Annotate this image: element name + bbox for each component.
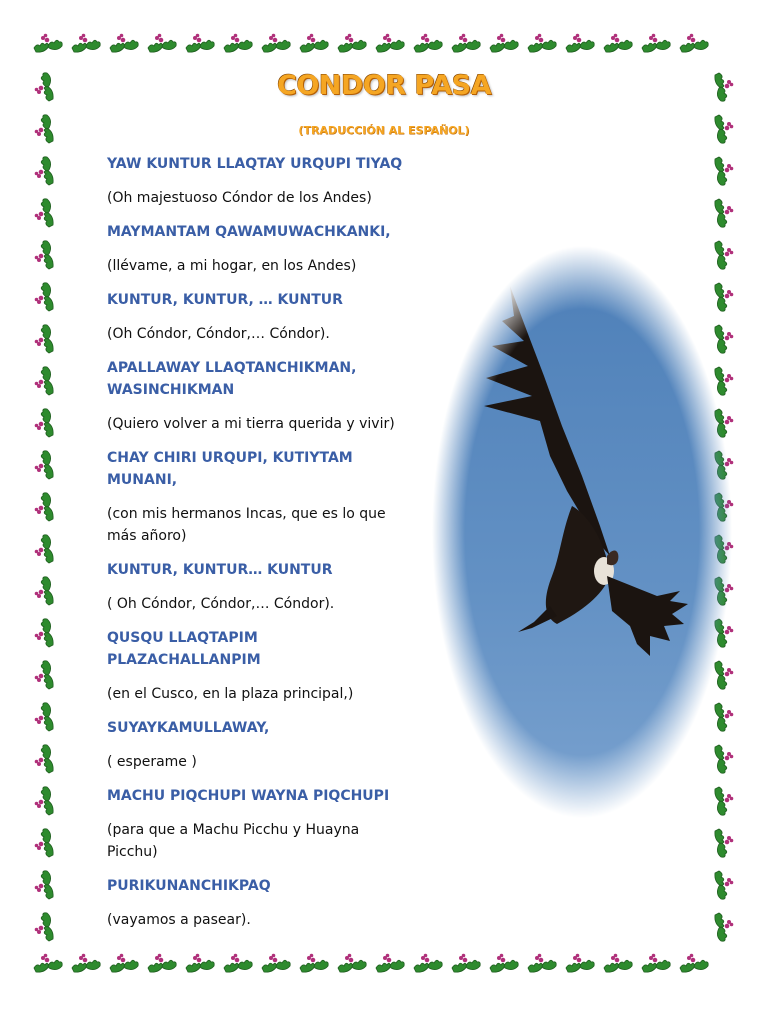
holly-icon <box>33 909 63 945</box>
holly-icon <box>33 279 63 315</box>
holly-icon <box>334 32 370 62</box>
lyric-spanish-line: (Oh majestuoso Cóndor de los Andes) <box>107 190 372 206</box>
lyric-quechua-line: KUNTUR, KUNTUR, … KUNTUR <box>107 292 343 308</box>
holly-icon <box>448 952 484 982</box>
holly-icon <box>106 32 142 62</box>
holly-icon <box>33 489 63 525</box>
holly-icon <box>258 952 294 982</box>
holly-icon <box>30 952 66 982</box>
holly-icon <box>106 952 142 982</box>
condor-photo <box>432 246 732 818</box>
holly-icon <box>30 32 66 62</box>
holly-icon <box>33 867 63 903</box>
holly-icon <box>182 952 218 982</box>
holly-icon <box>33 573 63 609</box>
lyric-quechua-line: QUSQU LLAQTAPIM PLAZACHALLANPIM <box>107 630 261 668</box>
holly-icon <box>676 952 712 982</box>
holly-icon <box>144 952 180 982</box>
holly-icon <box>144 32 180 62</box>
holly-icon <box>33 447 63 483</box>
lyric-spanish-line: ( esperame ) <box>107 754 197 770</box>
lyric-quechua-line: PURIKUNANCHIKPAQ <box>107 878 271 894</box>
lyrics-block <box>107 148 407 938</box>
holly-icon <box>33 321 63 357</box>
holly-icon <box>220 952 256 982</box>
holly-icon <box>33 741 63 777</box>
holly-icon <box>562 32 598 62</box>
lyric-spanish-line: (para que a Machu Picchu y Huayna Picchu) <box>107 822 360 860</box>
holly-icon <box>410 952 446 982</box>
holly-icon <box>638 32 674 62</box>
lyric-spanish-line: (con mis hermanos Incas, que es lo que más añoro) <box>107 506 386 544</box>
holly-icon <box>33 783 63 819</box>
lyric-spanish-line: (vayamos a pasear). <box>107 912 251 928</box>
lyric-quechua-line: CHAY CHIRI URQUPI, KUTIYTAM MUNANI, <box>107 450 353 488</box>
holly-icon <box>33 615 63 651</box>
holly-icon <box>486 32 522 62</box>
lyric-quechua-line: MACHU PIQCHUPI WAYNA PIQCHUPI <box>107 788 390 804</box>
holly-icon <box>296 952 332 982</box>
holly-icon <box>182 32 218 62</box>
holly-icon <box>296 32 332 62</box>
holly-icon <box>33 237 63 273</box>
holly-icon <box>220 32 256 62</box>
holly-icon <box>524 32 560 62</box>
holly-icon <box>33 405 63 441</box>
holly-icon <box>68 952 104 982</box>
lyric-spanish-line: ( Oh Cóndor, Cóndor,… Cóndor). <box>107 596 335 612</box>
lyric-spanish-line: (en el Cusco, en la plaza principal,) <box>107 686 354 702</box>
lyric-quechua-line: KUNTUR, KUNTUR… KUNTUR <box>107 562 333 578</box>
holly-icon <box>410 32 446 62</box>
holly-icon <box>638 952 674 982</box>
holly-icon <box>33 825 63 861</box>
page-title: CONDOR PASA <box>277 70 491 101</box>
holly-icon <box>676 32 712 62</box>
page-subtitle: (TRADUCCIÓN AL ESPAÑOL) <box>298 124 470 137</box>
holly-icon <box>372 952 408 982</box>
holly-icon <box>33 195 63 231</box>
holly-icon <box>705 825 735 861</box>
holly-icon <box>33 153 63 189</box>
lyric-quechua-line: YAW KUNTUR LLAQTAY URQUPI TIYAQ <box>107 156 403 172</box>
holly-icon <box>448 32 484 62</box>
lyric-spanish-line: (Oh Cóndor, Cóndor,… Cóndor). <box>107 326 330 342</box>
lyric-spanish-line: (llévame, a mi hogar, en los Andes) <box>107 258 357 274</box>
holly-icon <box>562 952 598 982</box>
holly-icon <box>600 952 636 982</box>
holly-icon <box>33 531 63 567</box>
holly-icon <box>705 195 735 231</box>
holly-icon <box>33 363 63 399</box>
holly-icon <box>334 952 370 982</box>
holly-icon <box>600 32 636 62</box>
holly-icon <box>524 952 560 982</box>
holly-icon <box>486 952 522 982</box>
holly-icon <box>68 32 104 62</box>
holly-icon <box>372 32 408 62</box>
lyric-spanish-line: (Quiero volver a mi tierra querida y vivir) <box>107 416 395 432</box>
holly-icon <box>33 699 63 735</box>
holly-icon <box>258 32 294 62</box>
lyric-quechua-line: SUYAYKAMULLAWAY, <box>107 720 270 736</box>
holly-icon <box>705 909 735 945</box>
lyric-quechua-line: MAYMANTAM QAWAMUWACHKANKI, <box>107 224 391 240</box>
lyric-quechua-line: APALLAWAY LLAQTANCHIKMAN, WASINCHIKMAN <box>107 360 357 398</box>
holly-icon <box>33 657 63 693</box>
holly-icon <box>705 153 735 189</box>
holly-icon <box>705 867 735 903</box>
